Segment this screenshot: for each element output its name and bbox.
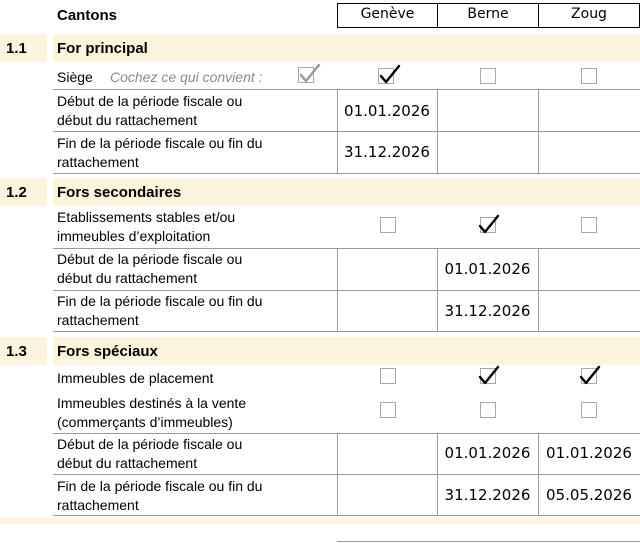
column-divider: [337, 433, 338, 515]
checkbox-etablissements-zoug[interactable]: [581, 217, 597, 233]
row-label-siege: Siège: [57, 69, 93, 85]
column-divider: [437, 89, 438, 173]
date-fin-zoug[interactable]: 05.05.2026: [546, 486, 632, 504]
section-number: 1.3: [6, 343, 27, 360]
column-divider: [538, 248, 539, 331]
column-divider: [337, 248, 338, 331]
date-debut-zoug[interactable]: 01.01.2026: [546, 444, 632, 462]
row-label-debut: Début de la période fiscale ou début du rattachement: [57, 93, 243, 128]
date-debut-berne[interactable]: 01.01.2026: [444, 260, 531, 278]
row-label-debut: Début de la période fiscale ou début du rattachement: [57, 251, 243, 286]
section-title: For principal: [57, 40, 148, 57]
checkbox-vente-berne[interactable]: [480, 402, 496, 418]
checkbox-vente-geneve[interactable]: [380, 402, 396, 418]
check-mark-icon: [297, 62, 323, 86]
row-divider: [53, 89, 640, 90]
row-label-fin: Fin de la période fiscale ou fin du rattachement: [57, 478, 263, 513]
column-divider: [538, 89, 539, 173]
row-divider: [53, 433, 640, 434]
row-label-fin: Fin de la période fiscale ou fin du rattachement: [57, 293, 263, 328]
checkbox-vente-zoug[interactable]: [581, 402, 597, 418]
section-number: 1.2: [6, 184, 27, 201]
row-divider: [53, 173, 640, 174]
bottom-band: [0, 518, 640, 524]
row-label-vente: Immeubles destinés à la vente (commerçants d’immeubles): [57, 395, 247, 430]
date-debut-geneve[interactable]: 01.01.2026: [344, 102, 430, 120]
canton-geneve-header: Genève: [337, 3, 438, 28]
bottom-divider: [337, 541, 640, 542]
check-mark-icon: [476, 364, 502, 388]
row-label-placement: Immeubles de placement: [57, 370, 214, 386]
check-mark-icon: [377, 63, 403, 87]
row-label-fin: Fin de la période fiscale ou fin du rattachement: [57, 135, 263, 170]
date-fin-geneve[interactable]: 31.12.2026: [344, 143, 430, 161]
date-debut-berne[interactable]: 01.01.2026: [444, 444, 531, 462]
row-divider: [53, 248, 640, 249]
section-title: Fors secondaires: [57, 184, 182, 201]
row-divider: [53, 515, 640, 516]
section-title: Fors spéciaux: [57, 343, 158, 360]
row-divider: [53, 290, 640, 291]
date-fin-berne[interactable]: 31.12.2026: [444, 302, 531, 320]
cantons-header: Cantons: [57, 7, 117, 24]
checkbox-placement-geneve[interactable]: [380, 368, 396, 384]
date-fin-berne[interactable]: 31.12.2026: [444, 486, 531, 504]
checkbox-etablissements-geneve[interactable]: [380, 217, 396, 233]
row-label-debut: Début de la période fiscale ou début du rattachement: [57, 436, 243, 471]
section-number: 1.1: [6, 40, 27, 57]
checkbox-siege-zoug[interactable]: [581, 68, 597, 84]
check-mark-icon: [476, 213, 502, 237]
check-mark-icon: [577, 364, 603, 388]
checkbox-hint: Cochez ce qui convient :: [110, 69, 263, 85]
row-divider: [53, 131, 640, 132]
canton-berne-header: Berne: [437, 3, 539, 28]
canton-zoug-header: Zoug: [538, 3, 640, 28]
row-divider: [53, 331, 640, 332]
checkbox-siege-berne[interactable]: [480, 68, 496, 84]
row-label-etablissements: Etablissements stables et/ou immeubles d’exploitation: [57, 209, 236, 244]
row-divider: [53, 474, 640, 475]
